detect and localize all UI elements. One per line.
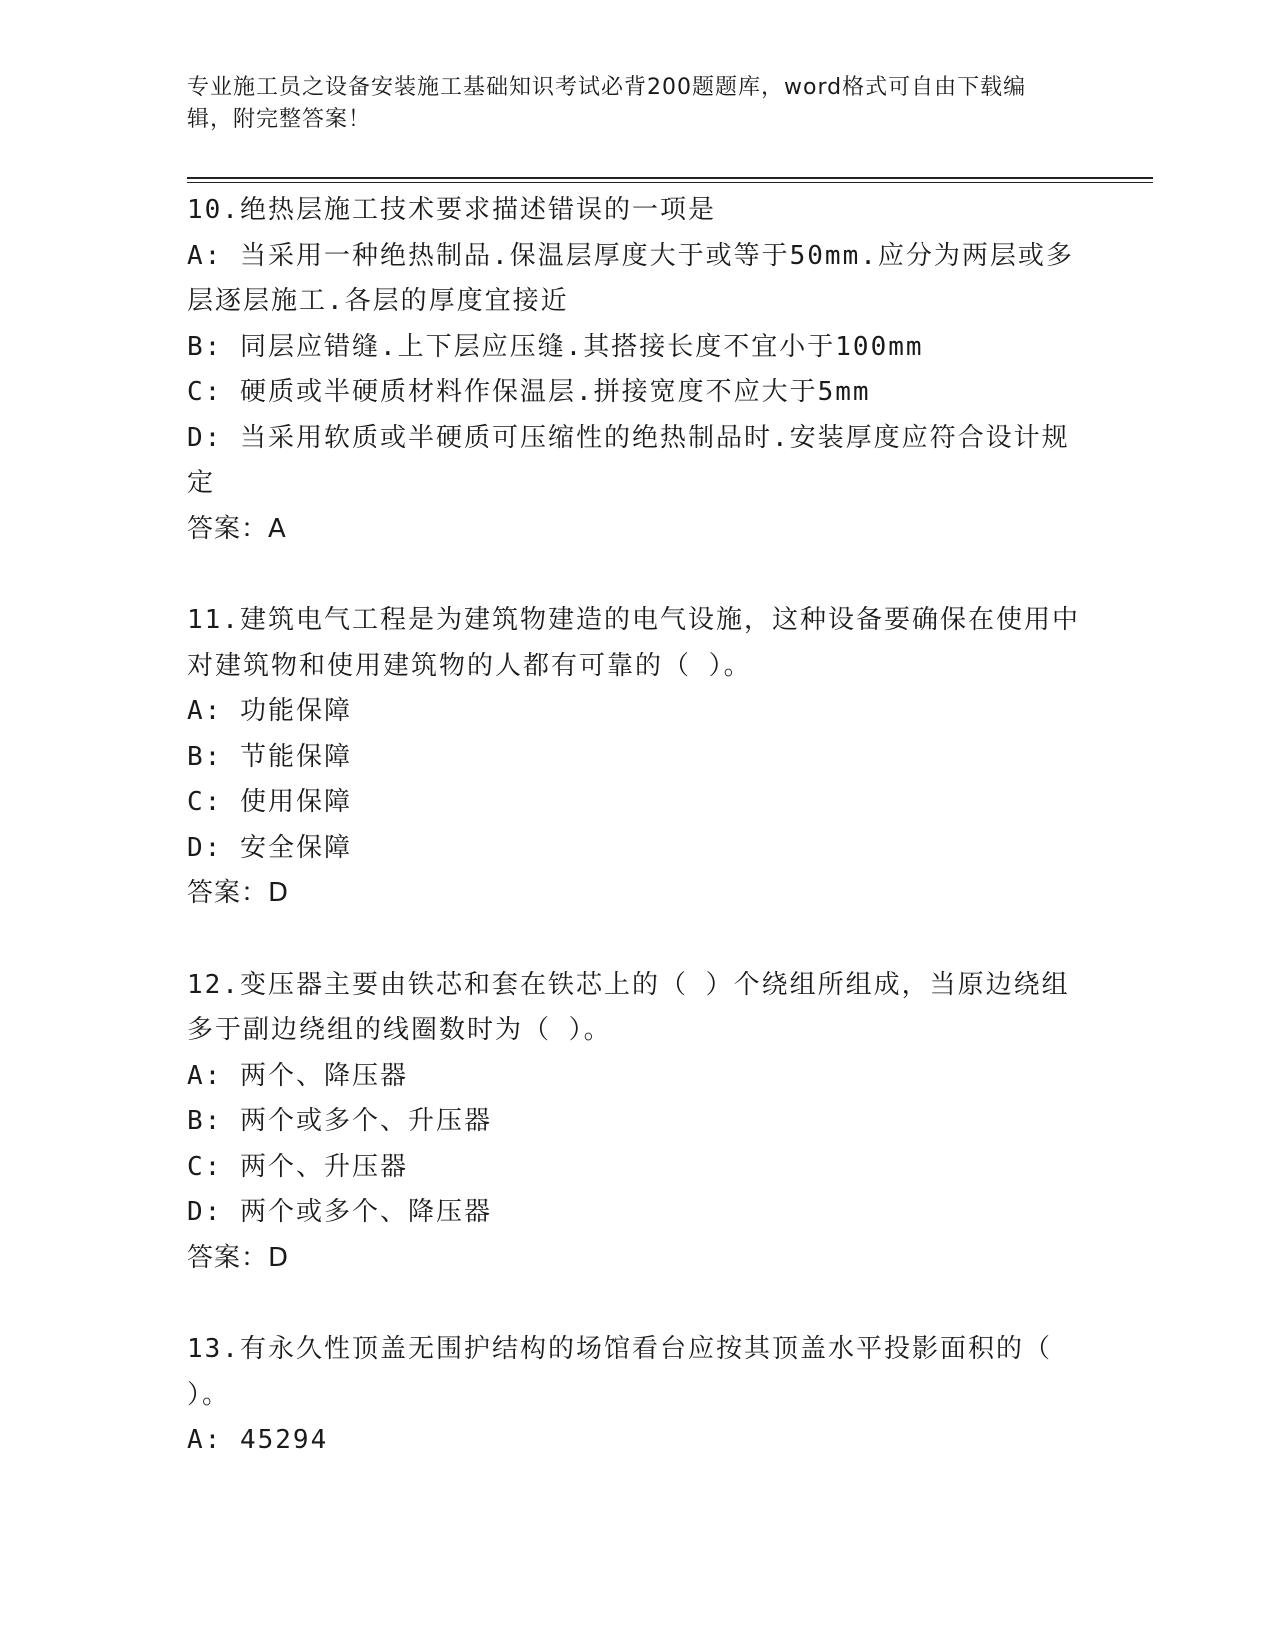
question-option: C: 使用保障 xyxy=(187,787,352,817)
question-option: A: 功能保障 xyxy=(187,696,352,726)
question-item xyxy=(187,963,1087,1282)
question-option: D: 安全保障 xyxy=(187,832,352,863)
header-divider-thick xyxy=(187,177,1153,179)
question-stem: 10.绝热层施工技术要求描述错误的一项是 xyxy=(187,195,716,225)
question-answer: 答案：D xyxy=(187,1242,290,1273)
question-list xyxy=(187,188,1087,1464)
document-header-title: 专业施工员之设备安装施工基础知识考试必背200题题库，word格式可自由下载编辑，附完整答案！ xyxy=(187,75,1027,132)
question-item xyxy=(187,188,1087,552)
question-option: C: 硬质或半硬质材料作保温层.拼接宽度不应大于5mm xyxy=(187,377,871,407)
question-spacer xyxy=(187,552,1087,598)
question-option: B: 节能保障 xyxy=(187,741,352,772)
question-spacer xyxy=(187,917,1087,963)
question-option: A: 当采用一种绝热制品.保温层厚度大于或等于50mm.应分为两层或多层逐层施工.各层的厚度宜接近 xyxy=(187,240,1074,316)
header-divider-thin xyxy=(187,182,1153,183)
question-answer: 答案：D xyxy=(187,878,290,908)
question-item xyxy=(187,598,1087,917)
question-option: A: 两个、降压器 xyxy=(187,1060,408,1091)
question-option: A: 45294 xyxy=(187,1425,329,1455)
question-option: D: 当采用软质或半硬质可压缩性的绝热制品时.安装厚度应符合设计规定 xyxy=(187,422,1070,498)
question-answer: 答案：A xyxy=(187,513,287,544)
question-item xyxy=(187,1327,1087,1464)
question-stem: 11.建筑电气工程是为建筑物建造的电气设施，这种设备要确保在使用中对建筑物和使用建筑物的人都有可靠的（ ）。 xyxy=(187,605,1080,681)
question-stem: 13.有永久性顶盖无围护结构的场馆看台应按其顶盖水平投影面积的（ ）。 xyxy=(187,1334,1052,1410)
question-spacer xyxy=(187,1281,1087,1327)
question-option: B: 两个或多个、升压器 xyxy=(187,1106,492,1136)
question-option: B: 同层应错缝.上下层应压缝.其搭接长度不宜小于100mm xyxy=(187,331,924,362)
question-option: C: 两个、升压器 xyxy=(187,1151,408,1182)
question-stem: 12.变压器主要由铁芯和套在铁芯上的（ ）个绕组所组成，当原边绕组多于副边绕组的线圈数时为（ ）。 xyxy=(187,969,1070,1045)
question-option: D: 两个或多个、降压器 xyxy=(187,1197,492,1227)
